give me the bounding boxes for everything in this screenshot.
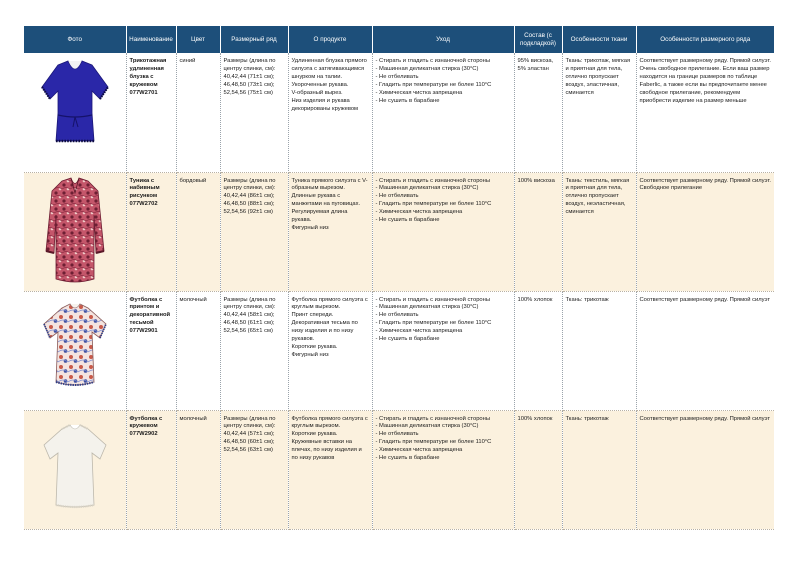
- photo-cell: [24, 410, 126, 529]
- product-name: Туника с набивным рисунком 077W2702: [126, 172, 176, 291]
- product-color: молочный: [176, 291, 220, 410]
- table-row: [24, 172, 774, 291]
- product-sizes: Размеры (длина по центру спинки, см): 40,42,44 (71±1 см); 46,48,50 (73±1 см); 52,54,56 (75±1 см): [220, 53, 288, 172]
- header-about: О продукте: [288, 26, 372, 53]
- header-color: Цвет: [176, 26, 220, 53]
- product-name: Трикотажная удлиненная блузка с кружевом 077W2701: [126, 53, 176, 172]
- product-color: молочный: [176, 410, 220, 529]
- photo-cell: [24, 291, 126, 410]
- product-fabric: Ткань: трикотаж: [562, 410, 636, 529]
- table-header-row: [24, 26, 774, 53]
- product-fit: Соответствует размерному ряду. Прямой силуэт: [636, 410, 774, 529]
- product-color: бордовый: [176, 172, 220, 291]
- product-fabric: Ткань: текстиль, мягкая и приятная для тела, отлично пропускает воздух, неэластичная, сминается: [562, 172, 636, 291]
- tunic-image: [38, 175, 112, 289]
- photo-cell: [24, 53, 126, 172]
- header-fit: Особенности размерного ряда: [636, 26, 774, 53]
- table-row: [24, 410, 774, 529]
- product-composition: 100% хлопок: [514, 410, 562, 529]
- product-sizes: Размеры (длина по центру спинки, см): 40,42,44 (86±1 см); 46,48,50 (88±1 см); 52,54,56 (92±1 см): [220, 172, 288, 291]
- product-composition: 100% хлопок: [514, 291, 562, 410]
- product-name: Футболка с кружевом 077W2902: [126, 410, 176, 529]
- header-composition: Состав (с подкладкой): [514, 26, 562, 53]
- product-about: Футболка прямого силуэта с круглым вырезом. Принт спереди. Декоративная тесьма по низу изделия и по низу рукавов. Короткие рукава. Фигурный низ: [288, 291, 372, 410]
- header-sizes: Размерный ряд: [220, 26, 288, 53]
- product-fit: Соответствует размерному ряду. Прямой силуэт. Очень свободное прилегание. Если ваш размер находится на границе размеров по таблице Faberlic, а также если вы предпочитаете менее свободное прилегание, рекомендуем приобрести изделие на размер меньше: [636, 53, 774, 172]
- product-fabric: Ткань: трикотаж, мягкая и приятная для тела, отлично пропускает воздух, эластичная, сминается: [562, 53, 636, 172]
- product-sizes: Размеры (длина по центру спинки, см): 40,42,44 (57±1 см); 46,48,50 (60±1 см); 52,54,56 (63±1 см): [220, 410, 288, 529]
- product-composition: 95% вискоза, 5% эластан: [514, 53, 562, 172]
- header-name: Наименование: [126, 26, 176, 53]
- printed-tee-image: [38, 294, 112, 408]
- product-care: - Стирать и гладить с изнаночной стороны - Машинная деликатная стирка (30°C) - Не отбеливать - Гладить при температуре не более 110°C - Химическая чистка запрещена - Не сушить в барабане: [372, 291, 514, 410]
- table-row: [24, 291, 774, 410]
- blouse-image: [38, 55, 112, 169]
- product-color: синий: [176, 53, 220, 172]
- product-composition: 100% вискоза: [514, 172, 562, 291]
- product-about: Футболка прямого силуэта с круглым вырезом. Короткие рукава. Кружевные вставки на плечах, по низу изделия и по низу рукавов: [288, 410, 372, 529]
- product-table-page: [24, 26, 774, 530]
- lace-tee-image: [38, 413, 112, 527]
- product-about: Туника прямого силуэта с V-образным вырезом. Длинные рукава с манжетами на пуговицах. Регулируемая длина рукава. Фигурный низ: [288, 172, 372, 291]
- table-row: [24, 53, 774, 172]
- header-photo: Фото: [24, 26, 126, 53]
- product-care: - Стирать и гладить с изнаночной стороны - Машинная деликатная стирка (30°C) - Не отбеливать - Гладить при температуре не более 110°C - Химическая чистка запрещена - Не сушить в барабане: [372, 53, 514, 172]
- header-care: Уход: [372, 26, 514, 53]
- product-name: Футболка с принтом и декоративной тесьмой 077W2901: [126, 291, 176, 410]
- product-about: Удлиненная блузка прямого силуэта с затягивающимся шнурком на талии. Укороченные рукава. V-образный вырез. Низ изделия и рукава декорированы кружевом: [288, 53, 372, 172]
- product-care: - Стирать и гладить с изнаночной стороны - Машинная деликатная стирка (30°C) - Не отбеливать - Гладить при температуре не более 110°C - Химическая чистка запрещена - Не сушить в барабане: [372, 172, 514, 291]
- product-fabric: Ткань: трикотаж: [562, 291, 636, 410]
- product-fit: Соответствует размерному ряду. Прямой силуэт. Свободное прилегание: [636, 172, 774, 291]
- header-fabric: Особенности ткани: [562, 26, 636, 53]
- photo-cell: [24, 172, 126, 291]
- product-table: [24, 26, 774, 530]
- product-fit: Соответствует размерному ряду. Прямой силуэт: [636, 291, 774, 410]
- product-care: - Стирать и гладить с изнаночной стороны - Машинная деликатная стирка (30°C) - Не отбеливать - Гладить при температуре не более 110°C - Химическая чистка запрещена - Не сушить в барабане: [372, 410, 514, 529]
- product-sizes: Размеры (длина по центру спинки, см): 40,42,44 (58±1 см); 46,48,50 (61±1 см); 52,54,56 (65±1 см): [220, 291, 288, 410]
